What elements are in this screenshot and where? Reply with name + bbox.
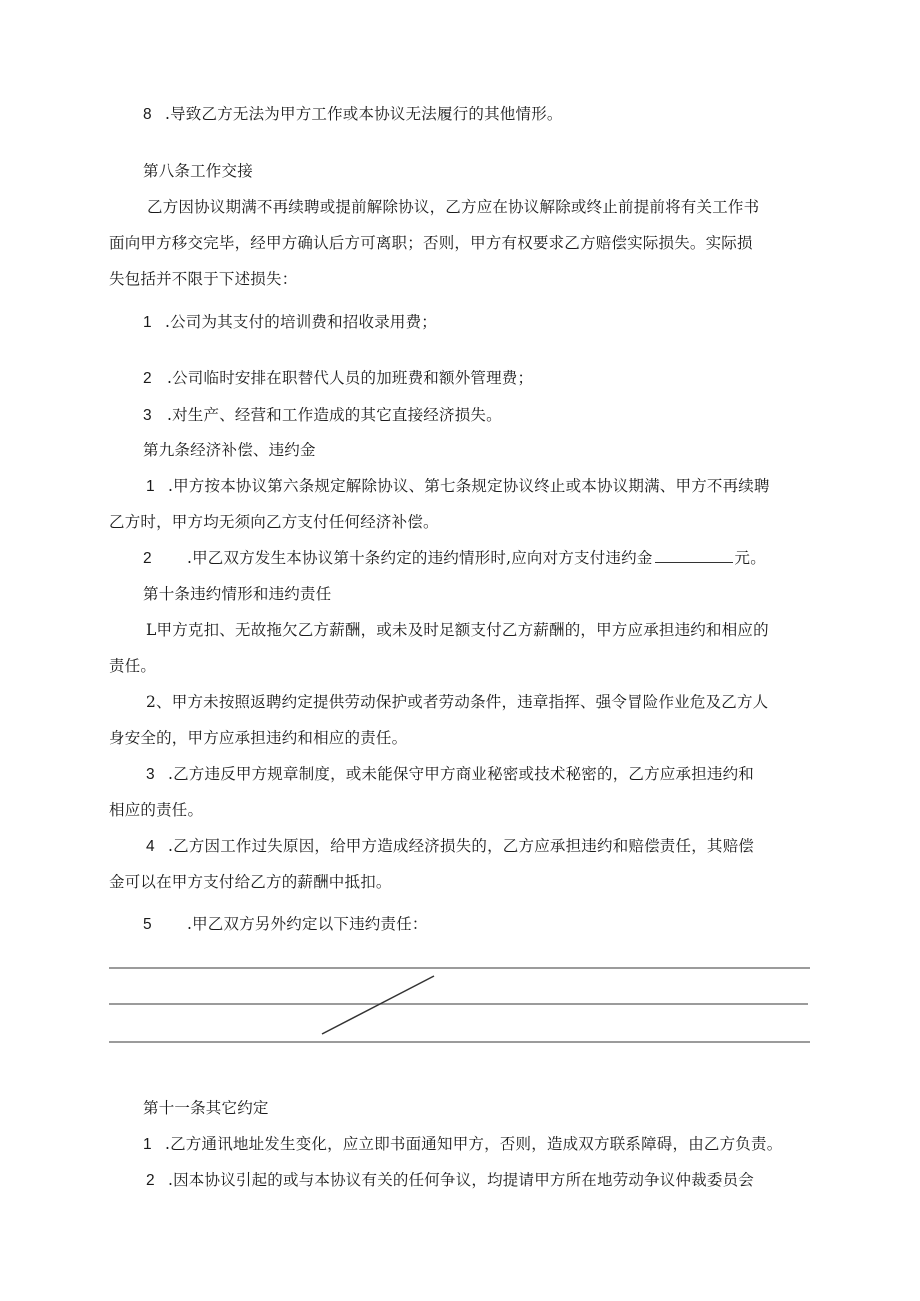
item-text: .乙方因工作过失原因，给甲方造成经济损失的，乙方应承担违约和赔偿责任，其赔偿 <box>167 837 754 855</box>
article-9-heading: 第九条经济补偿、违约金 <box>143 441 316 459</box>
item-number: 2 <box>143 370 152 387</box>
article-8-paragraph-line-3: 失包括并不限于下述损失： <box>109 270 298 288</box>
amount-unit: 元。 <box>734 549 766 567</box>
item-number: 2 <box>143 550 152 567</box>
article-9-item-1-line-2: 乙方时，甲方均无须向乙方支付任何经济补偿。 <box>109 513 439 531</box>
item-text: .公司临时安排在职替代人员的加班费和额外管理费； <box>166 369 534 387</box>
item-number: 3 <box>146 766 155 783</box>
item-number: 1 <box>143 314 152 331</box>
article-11-item-1 <box>143 1134 782 1155</box>
article-10-item-2-line-1: 2、甲方未按照返聘约定提供劳动保护或者劳动条件，违章指挥、强令冒险作业危及乙方人 <box>146 693 769 711</box>
article-10-item-3-line-2: 相应的责任。 <box>109 801 204 819</box>
article-10-item-1-line-2: 责任。 <box>109 657 157 675</box>
article-10-item-4-line-2: 金可以在甲方支付给乙方的薪酬中抵扣。 <box>109 873 392 891</box>
item-text: .乙方违反甲方规章制度，或未能保守甲方商业秘密或技术秘密的，乙方应承担违约和 <box>167 765 754 783</box>
item-text: .对生产、经营和工作造成的其它直接经济损失。 <box>166 406 502 424</box>
item-text: .导致乙方无法为甲方工作或本协议无法履行的其他情形。 <box>164 105 563 123</box>
item-text: .公司为其支付的培训费和招收录用费； <box>164 313 437 331</box>
article-10-item-1-line-1: L甲方克扣、无故拖欠乙方薪酬，或未及时足额支付乙方薪酬的，甲方应承担违约和相应的 <box>146 621 769 639</box>
item-number: 5 <box>143 916 152 933</box>
article-8-paragraph-line-2: 面向甲方移交完毕，经甲方确认后方可离职；否则，甲方有权要求乙方赔偿实际损失。实际损 <box>109 234 753 252</box>
item-text: .因本协议引起的或与本协议有关的任何争议，均提请甲方所在地劳动争议仲裁委员会 <box>167 1171 754 1189</box>
item-number: 2 <box>146 1172 155 1189</box>
article-10-item-2-line-2: 身安全的，甲方应承担违约和相应的责任。 <box>109 729 408 747</box>
item-number: 1 <box>143 1136 152 1153</box>
item-text: .甲乙双方发生本协议第十条约定的违约情形时,应向对方支付违约金 <box>186 549 653 567</box>
article-11-heading: 第十一条其它约定 <box>143 1099 269 1117</box>
article-8-heading: 第八条工作交接 <box>143 162 253 180</box>
item-number: 3 <box>143 407 152 424</box>
item-number: 1 <box>146 478 155 495</box>
item-number: 4 <box>146 838 155 855</box>
item-text: .乙方通讯地址发生变化，应立即书面通知甲方，否则，造成双方联系障碍，由乙方负责。 <box>164 1135 783 1153</box>
article-8-paragraph-line-1: 乙方因协议期满不再续聘或提前解除协议，乙方应在协议解除或终止前提前将有关工作书 <box>147 198 760 216</box>
article-10-heading: 第十条违约情形和违约责任 <box>143 585 332 603</box>
article-11-item-2 <box>146 1170 754 1191</box>
item-number: 8 <box>143 106 152 123</box>
strike-through-diagonal <box>322 976 434 1034</box>
item-text: .甲乙双方另外约定以下违约责任： <box>186 915 428 933</box>
item-text: .甲方按本协议第六条规定解除协议、第七条规定协议终止或本协议期满、甲方不再续聘 <box>167 477 770 495</box>
